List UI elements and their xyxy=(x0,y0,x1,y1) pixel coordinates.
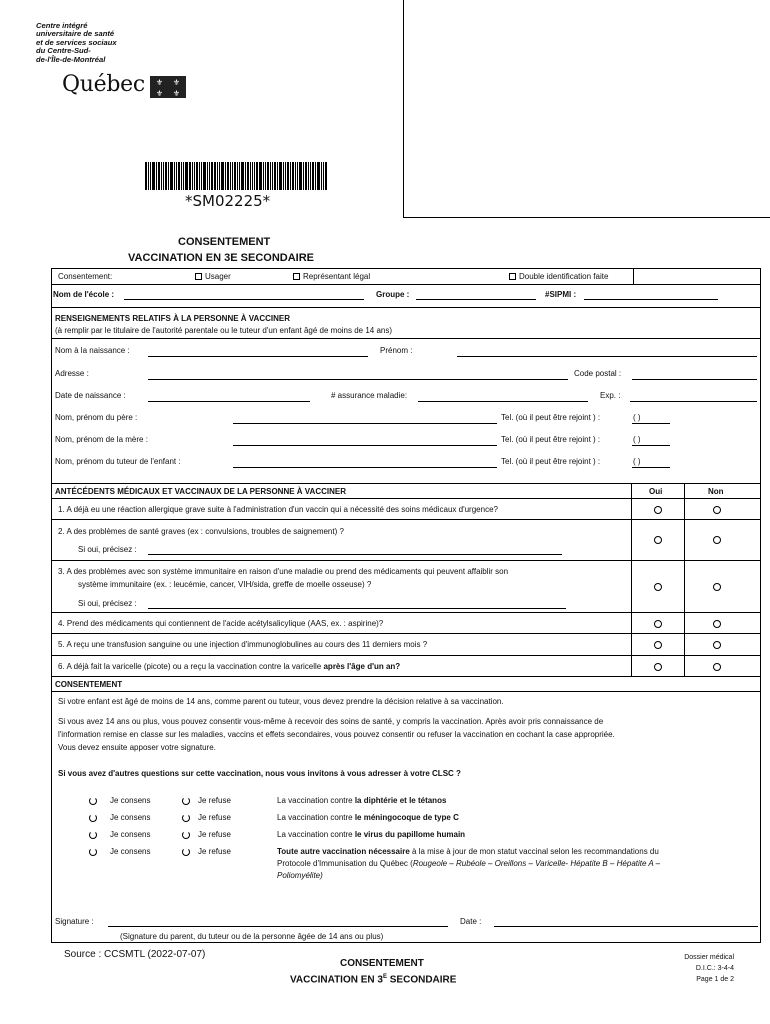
info-heading: RENSEIGNEMENTS RELATIFS À LA PERSONNE À VACCINER xyxy=(55,314,290,323)
consent-label: Je consens xyxy=(110,847,151,856)
q3-specify-field[interactable] xyxy=(148,608,566,609)
refuse-radio-3[interactable] xyxy=(182,831,190,839)
footer-subtitle-a: VACCINATION EN 3 xyxy=(290,974,383,986)
q6-text: 6. A déjà fait la varicelle (picote) ou a reçu la vaccination contre la varicelle xyxy=(58,662,324,671)
footer-page: Page 1 de 2 xyxy=(696,976,734,983)
footer-title: CONSENTEMENT xyxy=(340,958,424,969)
birth-name-field[interactable] xyxy=(148,356,368,357)
father-tel-field[interactable]: ( ) xyxy=(633,413,641,422)
q2-no-radio[interactable] xyxy=(713,536,721,544)
representant-label: Représentant légal xyxy=(303,272,371,281)
q3-no-radio[interactable] xyxy=(713,583,721,591)
vaccine-prefix: La vaccination contre xyxy=(277,796,355,805)
q5-no-radio[interactable] xyxy=(713,641,721,649)
consent-para-2a: Si vous avez 14 ans ou plus, vous pouvez consentir vous-même à recevoir des soins de santé, y compris la vaccination. Après avoir pris connaissance de xyxy=(58,717,604,726)
org-line: et de services sociaux xyxy=(36,37,117,47)
question-5: 5. A reçu une transfusion sanguine ou une injection d'immunoglobulines au cours des 11 derniers mois ? xyxy=(58,640,428,649)
vaccine-1 xyxy=(277,796,446,805)
quebec-logo-text: Québec xyxy=(62,72,145,97)
consent-para-2b: l'information remise en classe sur les maladies, vaccins et effets secondaires, vous pouvez consentir ou refuser la vaccination en cochant la case appropriée. xyxy=(58,730,615,739)
barcode-icon xyxy=(145,162,328,190)
guardian-tel-field[interactable]: ( ) xyxy=(633,457,641,466)
double-id-checkbox[interactable] xyxy=(509,272,608,281)
q5-yes-radio[interactable] xyxy=(654,641,662,649)
q2-specify-label: Si oui, précisez : xyxy=(78,545,137,554)
signature-note: (Signature du parent, du tuteur ou de la personne âgée de 14 ans ou plus) xyxy=(120,932,384,941)
consent-form xyxy=(51,268,761,943)
health-insurance-field[interactable] xyxy=(418,401,588,402)
org-line: Centre intégré xyxy=(36,21,88,30)
q3-yes-radio[interactable] xyxy=(654,583,662,591)
q3-specify-label: Si oui, précisez : xyxy=(78,599,137,608)
refuse-radio-2[interactable] xyxy=(182,814,190,822)
question-3-cont: système immunitaire (ex. : leucémie, cancer, VIH/sida, greffe de moelle osseuse) ? xyxy=(78,580,372,589)
consent-para-2c: Vous devez ensuite apposer votre signature. xyxy=(58,743,216,752)
mother-label: Nom, prénom de la mère : xyxy=(55,435,148,444)
q2-yes-radio[interactable] xyxy=(654,536,662,544)
vaccine-4 xyxy=(277,847,659,856)
q2-specify-field[interactable] xyxy=(148,554,562,555)
health-insurance-label: # assurance maladie: xyxy=(331,391,408,400)
vaccine-2-name: le méningocoque de type C xyxy=(354,813,459,822)
guardian-field[interactable] xyxy=(233,467,497,468)
guardian-label: Nom, prénom du tuteur de l'enfant : xyxy=(55,457,181,466)
consent-radio-4[interactable] xyxy=(89,848,97,856)
barcode-text: *SM02225* xyxy=(185,192,271,210)
yes-column-header: Oui xyxy=(649,487,663,496)
address-field[interactable] xyxy=(148,379,568,380)
vaccine-2 xyxy=(277,813,459,822)
first-name-label: Prénom : xyxy=(380,346,413,355)
father-tel-label: Tel. (où il peut être rejoint ) : xyxy=(501,413,601,422)
history-heading: ANTÉCÉDENTS MÉDICAUX ET VACCINAUX DE LA PERSONNE À VACCINER xyxy=(55,487,346,496)
footer-meta xyxy=(684,952,734,985)
checkbox-icon xyxy=(293,273,300,280)
usager-checkbox[interactable] xyxy=(195,272,231,281)
consent-label: Je consens xyxy=(110,796,151,805)
vaccine-4-line3: Poliomyélite) xyxy=(277,871,323,880)
q6-yes-radio[interactable] xyxy=(654,663,662,671)
refuse-label: Je refuse xyxy=(198,813,231,822)
info-subheading: (à remplir par le titulaire de l'autorité parentale ou le tuteur d'un enfant âgé de moins de 14 ans) xyxy=(55,326,393,335)
form-subtitle: VACCINATION EN 3E SECONDAIRE xyxy=(128,252,315,264)
vaccine-prefix: La vaccination contre xyxy=(277,813,355,822)
patient-label-box xyxy=(403,0,770,218)
vaccine-4-rest: à la mise à jour de mon statut vaccinal selon les recommandations du xyxy=(409,847,659,856)
footer-subtitle-sup: E xyxy=(382,974,387,980)
refuse-label: Je refuse xyxy=(198,796,231,805)
address-label: Adresse : xyxy=(55,369,89,378)
guardian-tel-label: Tel. (où il peut être rejoint ) : xyxy=(501,457,601,466)
question-6 xyxy=(58,662,400,671)
consent-radio-1[interactable] xyxy=(89,797,97,805)
representant-checkbox[interactable] xyxy=(293,272,370,281)
vaccine-prefix: La vaccination contre xyxy=(277,830,355,839)
consent-radio-2[interactable] xyxy=(89,814,97,822)
org-line: de-l'Île-de-Montréal xyxy=(36,54,106,64)
q4-yes-radio[interactable] xyxy=(654,620,662,628)
date-field[interactable] xyxy=(494,926,758,927)
vaccine-4-name: Toute autre vaccination nécessaire xyxy=(277,847,410,856)
school-label: Nom de l'école : xyxy=(53,290,115,299)
q1-yes-radio[interactable] xyxy=(654,506,662,514)
sipmi-label: #SIPMI : xyxy=(545,290,577,299)
question-4: 4. Prend des médicaments qui contiennent de l'acide acétylsalicylique (AAS, ex. : aspirine)? xyxy=(58,619,384,628)
signature-label: Signature : xyxy=(55,917,94,926)
footer-source: Source : CCSMTL (2022-07-07) xyxy=(64,949,206,960)
checkbox-icon xyxy=(195,273,202,280)
refuse-label: Je refuse xyxy=(198,847,231,856)
consent-heading: CONSENTEMENT xyxy=(55,680,123,689)
vaccine-3 xyxy=(277,830,465,839)
sipmi-field[interactable] xyxy=(584,299,718,300)
postal-code-label: Code postal : xyxy=(574,369,622,378)
vaccine-4-protocol: Protocole d'Immunisation du Québec ( xyxy=(277,859,413,868)
group-field[interactable] xyxy=(416,299,536,300)
q4-no-radio[interactable] xyxy=(713,620,721,628)
postal-code-field[interactable] xyxy=(632,379,757,380)
vaccine-4-list: Rougeole – Rubéole – Oreillons – Varicelle- Hépatite B – Hépatite A – xyxy=(412,859,661,868)
consent-type-label: Consentement: xyxy=(58,272,113,281)
q6-bold-text: après l'âge d'un an? xyxy=(323,662,401,671)
q6-no-radio[interactable] xyxy=(713,663,721,671)
first-name-field[interactable] xyxy=(457,356,757,357)
school-field[interactable] xyxy=(124,299,364,300)
footer-dic: D.I.C.: 3-4-4 xyxy=(695,965,734,972)
vaccine-3-name: le virus du papillome humain xyxy=(354,830,466,839)
org-line: du Centre-Sud- xyxy=(36,46,91,56)
signature-field[interactable] xyxy=(108,926,448,927)
consent-radio-3[interactable] xyxy=(89,831,97,839)
consent-label: Je consens xyxy=(110,830,151,839)
org-line: universitaire de santé xyxy=(36,29,115,39)
birth-name-label: Nom à la naissance : xyxy=(55,346,130,355)
mother-tel-label: Tel. (où il peut être rejoint ) : xyxy=(501,435,601,444)
group-label: Groupe : xyxy=(376,290,410,299)
birth-date-label: Date de naissance : xyxy=(55,391,126,400)
no-column-header: Non xyxy=(708,487,724,496)
date-label: Date : xyxy=(460,917,482,926)
footer-subtitle xyxy=(290,974,456,985)
refuse-radio-1[interactable] xyxy=(182,797,190,805)
mother-field[interactable] xyxy=(233,445,497,446)
question-3: 3. A des problèmes avec son système immunitaire en raison d'une maladie ou prend des médicaments qui peuvent affaiblir son xyxy=(58,567,509,576)
expiry-label: Exp. : xyxy=(600,391,621,400)
consent-para-1: Si votre enfant est âgé de moins de 14 ans, comme parent ou tuteur, vous devez prendre la décision relative à sa vaccination. xyxy=(58,697,504,706)
refuse-radio-4[interactable] xyxy=(182,848,190,856)
organization-name xyxy=(36,22,166,64)
question-1: 1. A déjà eu une réaction allergique grave suite à l'administration d'un vaccin qui a nécessité des soins médicaux d'urgence? xyxy=(58,505,498,514)
father-field[interactable] xyxy=(233,423,497,424)
consent-label: Je consens xyxy=(110,813,151,822)
form-title: CONSENTEMENT xyxy=(178,236,271,248)
fleur-de-lis-flag-icon: ⚜ ⚜ ⚜ ⚜ xyxy=(150,76,186,98)
vaccine-4-line2 xyxy=(277,859,660,868)
birth-date-field[interactable] xyxy=(148,401,310,402)
vaccine-1-name: la diphtérie et le tétanos xyxy=(354,796,447,805)
usager-label: Usager xyxy=(205,272,231,281)
double-id-label: Double identification faite xyxy=(519,272,609,281)
footer-dossier: Dossier médical xyxy=(684,954,734,961)
checkbox-icon xyxy=(509,273,516,280)
q1-no-radio[interactable] xyxy=(713,506,721,514)
refuse-label: Je refuse xyxy=(198,830,231,839)
question-2: 2. A des problèmes de santé graves (ex : convulsions, troubles de saignement) ? xyxy=(58,527,344,536)
expiry-field[interactable] xyxy=(630,401,757,402)
questions-note: Si vous avez d'autres questions sur cette vaccination, nous vous invitons à vous adresser à votre CLSC ? xyxy=(58,769,461,778)
footer-subtitle-b: SECONDAIRE xyxy=(386,974,457,986)
father-label: Nom, prénom du père : xyxy=(55,413,138,422)
mother-tel-field[interactable]: ( ) xyxy=(633,435,641,444)
